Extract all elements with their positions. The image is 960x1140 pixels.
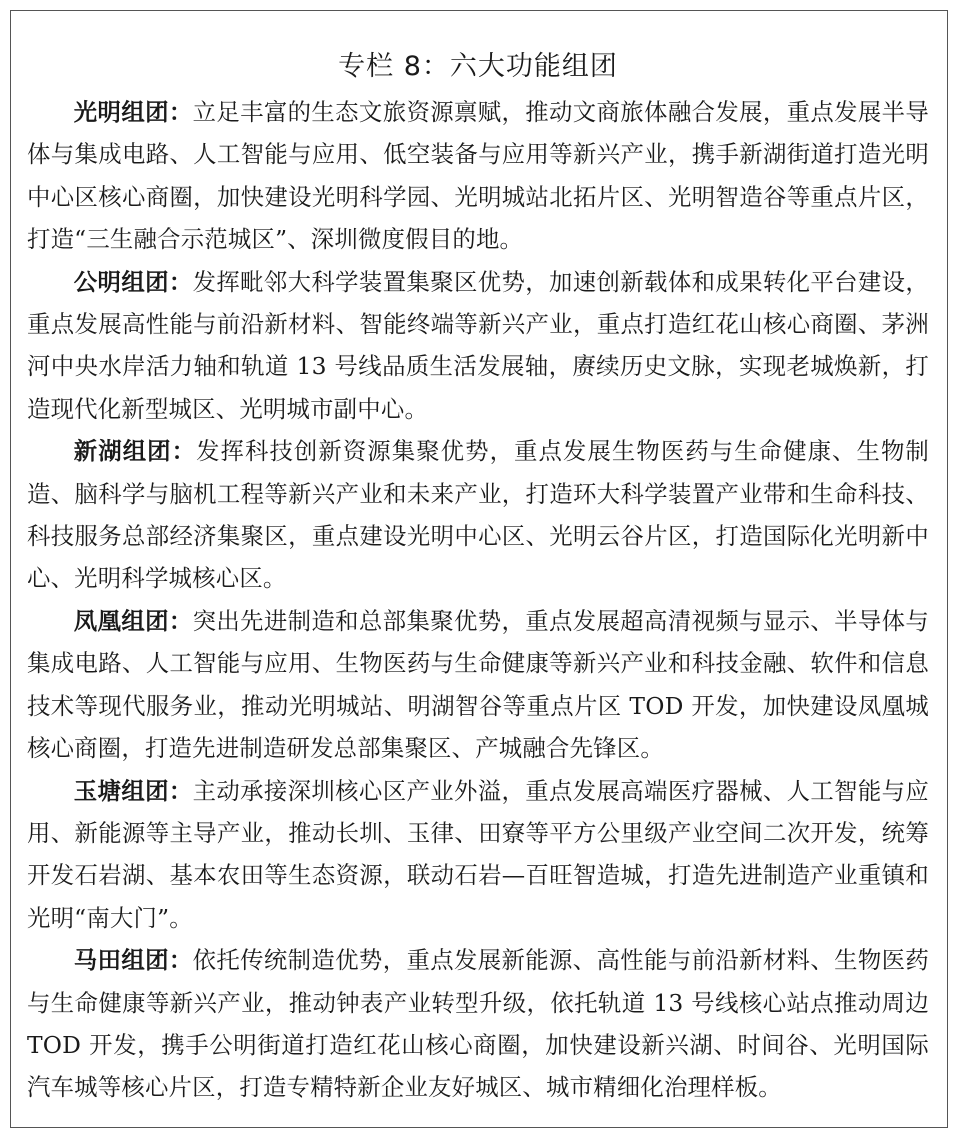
section-body: 发挥毗邻大科学装置集聚区优势，加速创新载体和成果转化平台建设，重点发展高性能与前沿新材料、智能终端等新兴产业，重点打造红花山核心商圈、茅洲河中央水岸活力轴和轨道 13 号线品质生活发展轴，赓续历史文脉，实现老城焕新，打造现代化新型城区、光明城市副中心。 bbox=[27, 267, 930, 423]
section-heading: 光明组团： bbox=[73, 98, 193, 126]
section-guangming bbox=[27, 91, 929, 261]
section-gongming bbox=[27, 261, 929, 431]
section-heading: 马田组团： bbox=[73, 946, 193, 975]
feature-panel bbox=[10, 10, 948, 1128]
section-body: 立足丰富的生态文旅资源禀赋，推动文商旅体融合发展，重点发展半导体与集成电路、人工智能与应用、低空装备与应用等新兴产业，携手新湖街道打造光明中心区核心商圈，加快建设光明科学园、光明城站北拓片区、光明智造谷等重点片区，打造“三生融合示范城区”、深圳微度假目的地。 bbox=[27, 98, 930, 254]
panel-title: 专栏 8：六大功能组团 bbox=[338, 51, 618, 82]
section-body: 依托传统制造优势，重点发展新能源、高性能与前沿新材料、生物医药与生命健康等新兴产业，推动钟表产业转型升级，依托轨道 13 号线核心站点推动周边 TOD 开发，携手公明街道打造红花山核心商圈，加快建设新兴湖、时间谷、光明国际汽车城等核心片区，打造专精特新企业友好城区、城市精细化治理样板。 bbox=[27, 946, 930, 1102]
section-heading: 玉塘组团： bbox=[73, 776, 193, 805]
section-body: 发挥科技创新资源集聚优势，重点发展生物医药与生命健康、生物制造、脑科学与脑机工程等新兴产业和未来产业，打造环大科学装置产业带和生命科技、科技服务总部经济集聚区，重点建设光明中心区、光明云谷片区，打造国际化光明新中心、光明科学城核心区。 bbox=[27, 437, 929, 593]
section-matian bbox=[27, 939, 929, 1109]
section-heading: 公明组团： bbox=[73, 267, 193, 296]
section-heading: 凤凰组团： bbox=[73, 606, 193, 635]
section-body: 主动承接深圳核心区产业外溢，重点发展高端医疗器械、人工智能与应用、新能源等主导产业，推动长圳、玉律、田寮等平方公里级产业空间二次开发，统筹开发石岩湖、基本农田等生态资源，联动石岩—百旺智造城，打造先进制造产业重镇和光明“南大门”。 bbox=[27, 776, 930, 932]
section-fenghuang bbox=[27, 600, 929, 770]
section-xinhu bbox=[27, 430, 929, 600]
section-heading: 新湖组团： bbox=[73, 437, 197, 466]
section-yutang bbox=[27, 770, 929, 940]
section-body: 突出先进制造和总部集聚优势，重点发展超高清视频与显示、半导体与集成电路、人工智能与应用、生物医药与生命健康等新兴产业和科技金融、软件和信息技术等现代服务业，推动光明城站、明湖智谷等重点片区 TOD 开发，加快建设凤凰城核心商圈，打造先进制造研发总部集聚区、产城融合先锋区。 bbox=[27, 606, 930, 763]
